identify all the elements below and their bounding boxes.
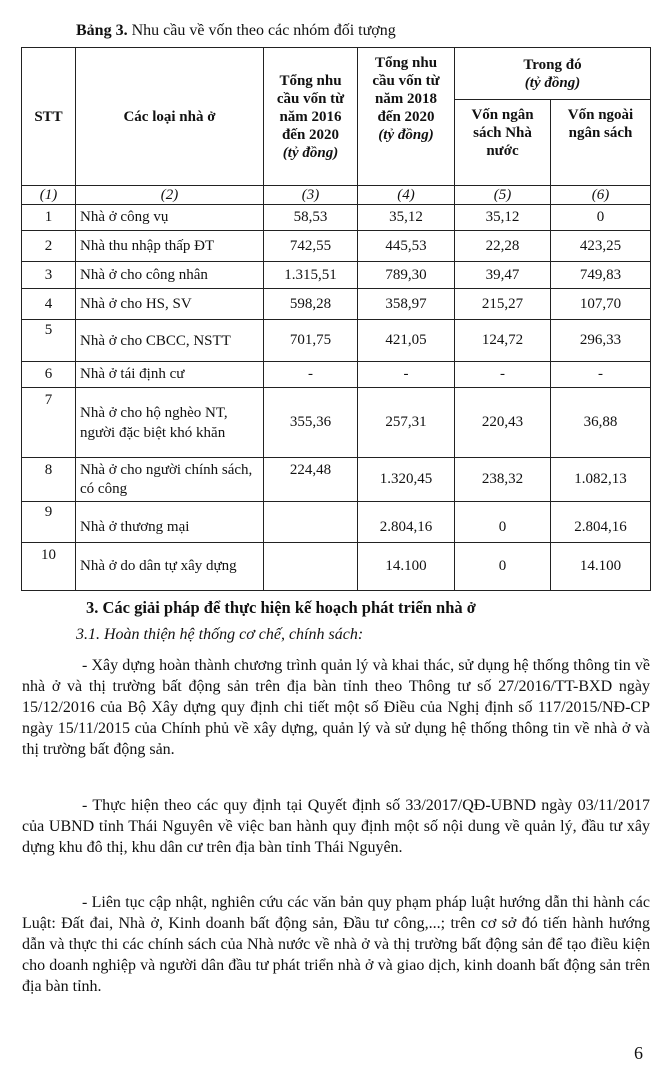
column-number: (2) [76,186,264,205]
header-non-state-budget: Vốn ngoài ngân sách [551,100,651,186]
cell-total-2018: 1.320,45 [358,458,455,502]
cell-total-2016 [264,543,358,591]
cell-name: Nhà ở thương mại [76,502,264,543]
cell-total-2016: 742,55 [264,231,358,262]
cell-name: Nhà ở tái định cư [76,362,264,388]
column-number: (1) [22,186,76,205]
cell-state: 22,28 [455,231,551,262]
cell-nonstate: 107,70 [551,289,651,320]
header-state-budget: Vốn ngân sách Nhà nước [455,100,551,186]
table-caption [76,22,396,40]
header-total-2018-main: Tổng nhu cầu vốn từ năm 2018 đến 2020 [372,55,440,125]
cell-total-2018: 358,97 [358,289,455,320]
cell-state: - [455,362,551,388]
cell-total-2016: 598,28 [264,289,358,320]
cell-nonstate: 14.100 [551,543,651,591]
section-title: 3. Các giải pháp để thực hiện kế hoạch phát triển nhà ở [86,598,476,617]
cell-total-2016: 1.315,51 [264,262,358,289]
table-caption-label: Bảng 3. [76,22,128,39]
cell-state: 35,12 [455,205,551,231]
cell-state: 0 [455,543,551,591]
cell-stt: 10 [22,543,76,591]
cell-total-2016: 355,36 [264,388,358,458]
cell-total-2016: 224,48 [264,458,358,502]
cell-total-2018: 789,30 [358,262,455,289]
header-total-2018-unit: (tỷ đồng) [378,127,434,143]
column-number: (3) [264,186,358,205]
cell-stt: 3 [22,262,76,289]
column-number: (6) [551,186,651,205]
capital-demand-table [21,47,651,591]
cell-name: Nhà ở cho công nhân [76,262,264,289]
cell-nonstate: 1.082,13 [551,458,651,502]
header-housing-type: Các loại nhà ở [76,48,264,186]
header-total-2016 [264,48,358,186]
table-row [22,320,651,362]
cell-stt: 7 [22,388,76,458]
cell-state: 39,47 [455,262,551,289]
cell-state: 0 [455,502,551,543]
cell-nonstate: 36,88 [551,388,651,458]
header-of-which [455,48,651,100]
page-number: 6 [634,1043,643,1063]
cell-state: 238,32 [455,458,551,502]
paragraph-1: - Xây dựng hoàn thành chương trình quản lý và khai thác, sử dụng hệ thống thông tin về nhà ở và thị trường bất động sản trên địa bàn tỉnh theo Thông tư số 27/2016/TT-BXD ngày 15/12/2016 của Bộ Xây dựng quy định chi tiết một số Điều của Nghị định số 117/2015/NĐ-CP ngày 15/11/2015 của Chính phủ về xây dựng, quản lý và sử dụng hệ thống thông tin về nhà ở và thị trường bất động sản. [22,657,650,758]
paragraph-2: - Thực hiện theo các quy định tại Quyết định số 33/2017/QĐ-UBND ngày 03/11/2017 của UBND tỉnh Thái Nguyên về việc ban hành quy định một số nội dung về quản lý, đầu tư xây dựng khu đô thị, khu dân cư trên địa bàn tỉnh Thái Nguyên. [22,797,650,856]
table-row [22,458,651,502]
cell-total-2018: 257,31 [358,388,455,458]
table-row [22,388,651,458]
cell-name: Nhà ở cho HS, SV [76,289,264,320]
cell-nonstate: 749,83 [551,262,651,289]
column-number: (4) [358,186,455,205]
cell-nonstate: - [551,362,651,388]
table-row [22,262,651,289]
cell-nonstate: 296,33 [551,320,651,362]
table-row [22,205,651,231]
cell-total-2016: - [264,362,358,388]
cell-state: 124,72 [455,320,551,362]
cell-name: Nhà thu nhập thấp ĐT [76,231,264,262]
cell-total-2016 [264,502,358,543]
header-total-2016-unit: (tỷ đồng) [282,144,339,161]
subsection-title: 3.1. Hoàn thiện hệ thống cơ chế, chính sách: [76,626,364,643]
table-row [22,502,651,543]
cell-total-2018: 2.804,16 [358,502,455,543]
cell-total-2016: 58,53 [264,205,358,231]
cell-total-2018: 35,12 [358,205,455,231]
cell-name: Nhà ở cho CBCC, NSTT [76,320,264,362]
table-row [22,289,651,320]
paragraph-3: - Liên tục cập nhật, nghiên cứu các văn bản quy phạm pháp luật hướng dẫn thi hành các Luật: Đất đai, Nhà ở, Kinh doanh bất động sản, Đầu tư công,...; trên cơ sở đó tiến hành hướng dẫn và thực thi các chính sách của Nhà nước về nhà ở và thị trường bất động sản để tạo điều kiện cho doanh nghiệp và người dân đầu tư phát triển nhà ở và giao dịch, kinh doanh bất động sản trên địa bàn tỉnh. [22,894,650,995]
cell-nonstate: 423,25 [551,231,651,262]
cell-total-2016: 701,75 [264,320,358,362]
cell-stt: 8 [22,458,76,502]
cell-name: Nhà ở công vụ [76,205,264,231]
cell-stt: 5 [22,320,76,362]
cell-name: Nhà ở cho người chính sách, có công [76,458,264,502]
table-caption-text: Nhu cầu về vốn theo các nhóm đối tượng [127,22,396,39]
header-of-which-main: Trong đó [523,56,582,73]
column-number: (5) [455,186,551,205]
cell-total-2018: 445,53 [358,231,455,262]
cell-stt: 2 [22,231,76,262]
cell-stt: 9 [22,502,76,543]
header-of-which-unit: (tỷ đồng) [524,74,581,91]
cell-nonstate: 2.804,16 [551,502,651,543]
cell-total-2018: - [358,362,455,388]
column-number-row [22,186,651,205]
cell-name: Nhà ở do dân tự xây dựng [76,543,264,591]
cell-total-2018: 14.100 [358,543,455,591]
cell-stt: 1 [22,205,76,231]
table-row [22,362,651,388]
cell-stt: 6 [22,362,76,388]
cell-state: 220,43 [455,388,551,458]
table-row [22,231,651,262]
table-row [22,543,651,591]
cell-name: Nhà ở cho hộ nghèo NT, người đặc biệt khó khăn [76,388,264,458]
cell-state: 215,27 [455,289,551,320]
header-total-2016-main: Tổng nhu cầu vốn từ năm 2016 đến 2020 [276,72,345,143]
header-total-2018 [358,48,455,186]
cell-nonstate: 0 [551,205,651,231]
cell-total-2018: 421,05 [358,320,455,362]
header-stt: STT [22,48,76,186]
cell-stt: 4 [22,289,76,320]
